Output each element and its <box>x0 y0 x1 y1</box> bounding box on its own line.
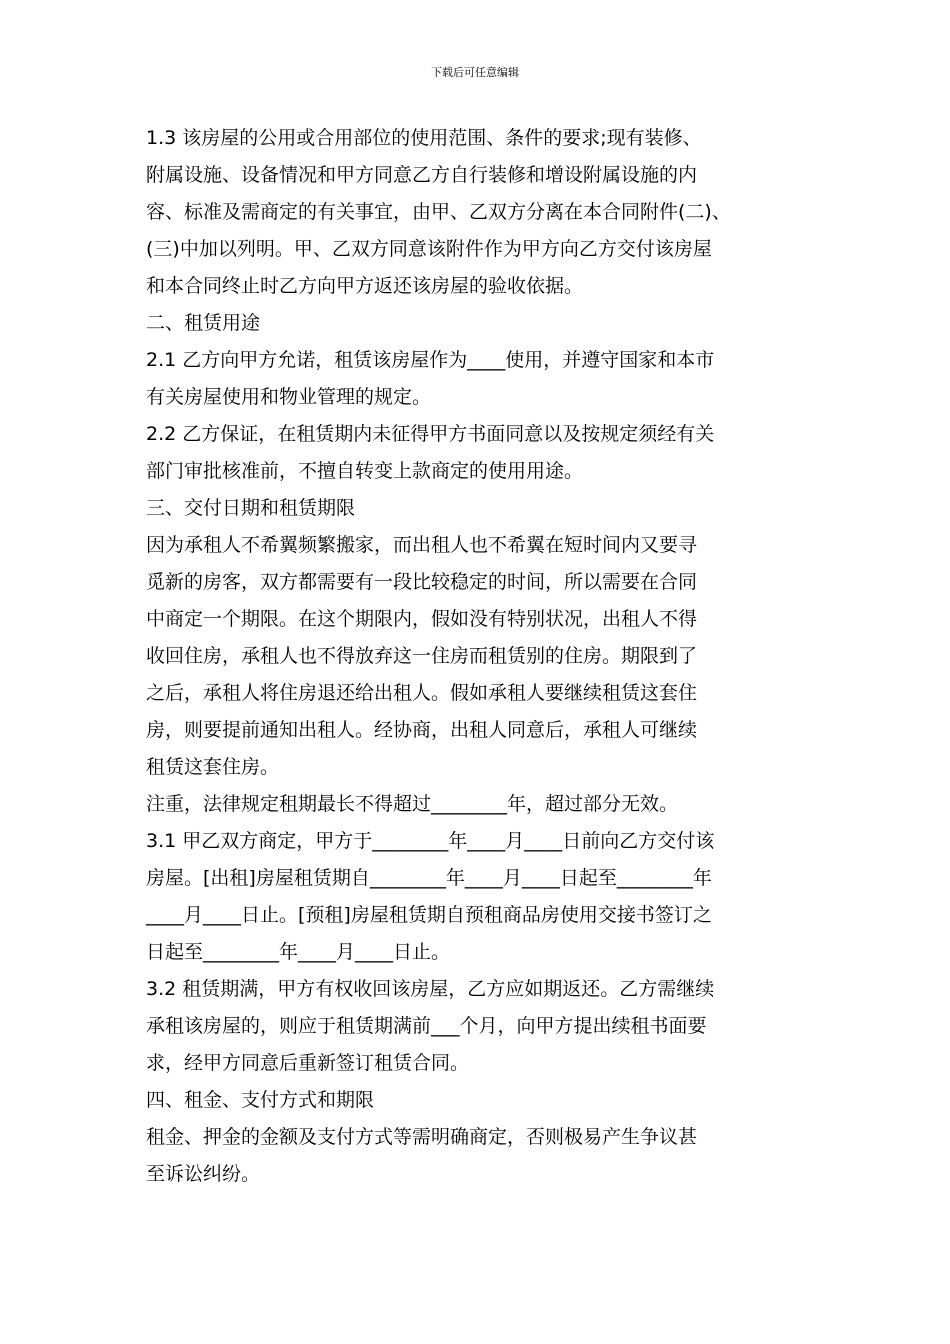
text-line: 承租该房屋的，则应于租赁期满前___个月，向甲方提出续租书面要 <box>146 1015 707 1037</box>
text-line: (三)中加以列明。甲、乙双方同意该附件作为甲方向乙方交付该房屋 <box>146 238 712 260</box>
text-line: 2.2 乙方保证，在租赁期内未征得甲方书面同意以及按规定须经有关 <box>146 423 715 445</box>
text-line: 附属设施、设备情况和甲方同意乙方自行装修和增设附属设施的内 <box>146 164 698 186</box>
section-heading-term: 三、交付日期和租赁期限 <box>146 497 356 519</box>
text-line: 房，则要提前通知出租人。经协商，出租人同意后，承租人可继续 <box>146 719 698 741</box>
text-line: 觅新的房客，双方都需要有一段比较稳定的时间，所以需要在合同 <box>146 571 698 593</box>
section-heading-rent: 四、租金、支付方式和期限 <box>146 1089 375 1111</box>
text-line: 部门审批核准前，不擅自转变上款商定的使用用途。 <box>146 460 584 482</box>
section-heading-usage: 二、租赁用途 <box>146 312 261 334</box>
text-line: 3.1 甲乙双方商定，甲方于________年____月____日前向乙方交付该 <box>146 830 715 852</box>
text-line: 注重，法律规定租期最长不得超过________年，超过部分无效。 <box>146 793 679 815</box>
text-line: 之后，承租人将住房退还给出租人。假如承租人要继续租赁这套住 <box>146 682 698 704</box>
text-line: 因为承租人不希翼频繁搬家，而出租人也不希翼在短时间内又要寻 <box>146 534 698 556</box>
text-line: ____月____日止。[预租]房屋租赁期自预租商品房使用交接书签订之 <box>146 904 712 926</box>
text-line: 3.2 租赁期满，甲方有权收回该房屋，乙方应如期返还。乙方需继续 <box>146 978 715 1000</box>
text-line: 收回住房，承租人也不得放弃这一住房而租赁别的住房。期限到了 <box>146 645 698 667</box>
text-line: 有关房屋使用和物业管理的规定。 <box>146 386 432 408</box>
text-line: 2.1 乙方向甲方允诺，租赁该房屋作为____使用，并遵守国家和本市 <box>146 349 715 371</box>
text-line: 房屋。[出租]房屋租赁期自________年____月____日起至________年 <box>146 867 712 889</box>
text-line: 租金、押金的金额及支付方式等需明确商定，否则极易产生争议甚 <box>146 1126 698 1148</box>
text-line: 租赁这套住房。 <box>146 756 280 778</box>
text-line: 日起至________年____月____日止。 <box>146 941 451 963</box>
text-line: 容、标准及需商定的有关事宜，由甲、乙双方分离在本合同附件(二)、 <box>146 201 731 223</box>
text-line: 中商定一个期限。在这个期限内，假如没有特别状况，出租人不得 <box>146 608 698 630</box>
document-body <box>146 120 826 1193</box>
text-line: 和本合同终止时乙方向甲方返还该房屋的验收依据。 <box>146 275 584 297</box>
text-line: 至诉讼纠纷。 <box>146 1163 261 1185</box>
page-header: 下载后可任意编辑 <box>431 66 519 79</box>
text-line: 1.3 该房屋的公用或合用部位的使用范围、条件的要求;现有装修、 <box>146 127 702 149</box>
text-line: 求，经甲方同意后重新签订租赁合同。 <box>146 1052 470 1074</box>
